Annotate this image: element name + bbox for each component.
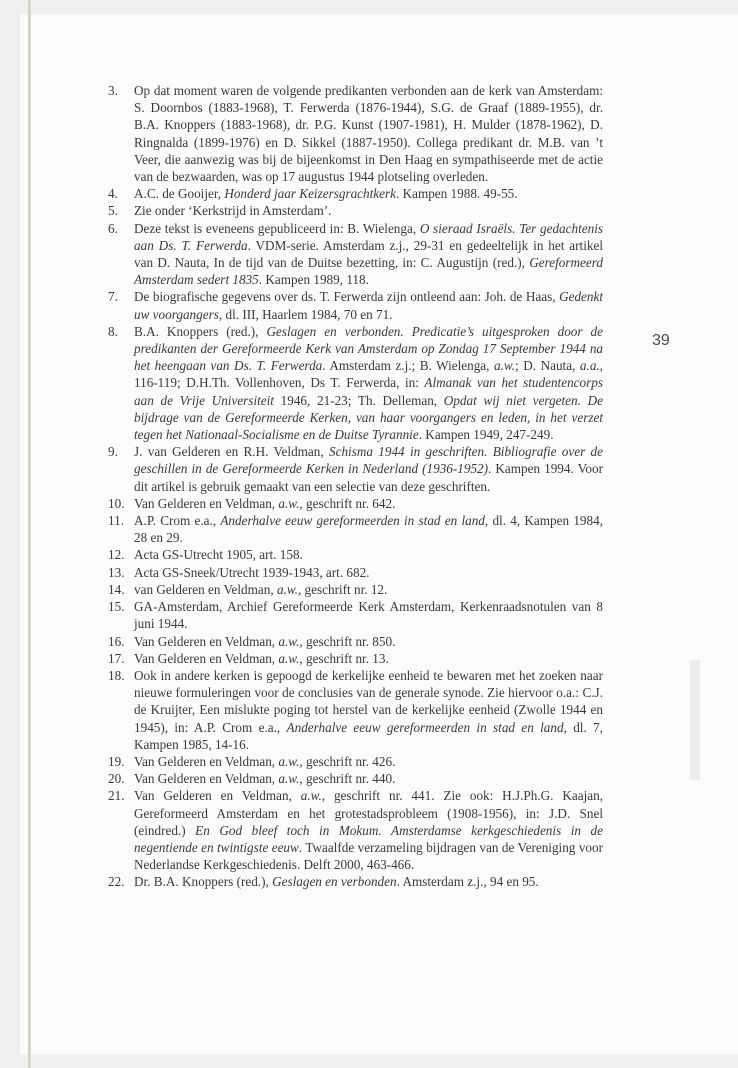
endnote-text-run: . Kampen 1988. 49-55. <box>395 186 518 202</box>
endnote-text-run: A.P. Crom e.a., <box>134 513 221 529</box>
endnote-number: 18. <box>108 667 125 683</box>
endnote-title-italic: a.a. <box>579 358 600 374</box>
endnote-item <box>108 787 603 873</box>
endnote-item <box>108 443 603 495</box>
endnote-text-run: , dl. 4, Kampen 1984, 28 en 29. <box>134 513 603 546</box>
endnote-text <box>134 565 370 580</box>
endnote-item <box>108 873 603 890</box>
endnote-text-run: . Kampen 1949, 247-249. <box>418 427 554 443</box>
endnote-text-run: Van Gelderen en Veldman, <box>134 633 279 649</box>
endnote-text-run: . Amsterdam z.j.; B. Wielenga, <box>322 358 494 374</box>
endnote-title-italic: a.w. <box>278 495 300 511</box>
endnote-text-run: Deze tekst is eveneens gepubliceerd in: B. Wielenga, <box>134 220 420 236</box>
endnote-item <box>108 667 603 753</box>
endnote-number: 6. <box>108 220 118 236</box>
endnote-number: 20. <box>108 771 125 787</box>
endnote-title-italic: Anderhalve eeuw gereformeerden in stad en land <box>286 719 564 735</box>
endnote-text <box>134 599 603 631</box>
endnote-title-italic: Honderd jaar Keizersgrachtkerk <box>224 186 396 202</box>
endnote-number: 22. <box>108 874 125 890</box>
endnote-text-run: Van Gelderen en Veldman, <box>134 771 279 787</box>
endnote-text <box>134 496 395 511</box>
endnote-number: 10. <box>108 495 125 511</box>
endnote-number: 8. <box>108 323 118 339</box>
endnote-title-italic: Geslagen en verbonden. Predicatie’s uitgesproken door de predikanten der Gereformeerde Kerk van Amsterdam op Zondag 17 September 1944 na het heengaan van Ds. T. Ferwerda <box>134 323 603 374</box>
endnote-text <box>134 203 331 218</box>
endnote-text-run: , 116-119; D.H.Th. Vollenhoven, Ds T. Ferwerda, in: <box>134 358 603 391</box>
book-spine-shadow <box>28 0 31 1068</box>
endnote-title-italic: Geslagen en verbonden <box>272 874 397 890</box>
page-number: 39 <box>652 332 670 349</box>
endnote-text <box>134 221 603 288</box>
endnote-title-italic: a.w. <box>494 358 516 374</box>
endnote-text <box>134 83 603 184</box>
endnote-text-run: Van Gelderen en Veldman, <box>134 788 301 804</box>
endnote-text <box>134 788 603 872</box>
endnote-text <box>134 771 395 786</box>
endnote-text-run: , dl. III, Haarlem 1984, 70 en 71. <box>218 306 393 322</box>
endnote-text-run: , geschrift nr. 13. <box>299 650 389 666</box>
endnote-text <box>134 668 603 752</box>
endnote-item <box>108 598 603 632</box>
endnote-text-run: Acta GS-Sneek/Utrecht 1939-1943, art. 682. <box>134 564 370 580</box>
endnote-text <box>134 582 387 597</box>
endnote-text-run: Acta GS-Utrecht 1905, art. 158. <box>134 547 303 563</box>
endnote-number: 19. <box>108 753 125 769</box>
endnote-text-run: Zie onder ‘Kerkstrijd in Amsterdam’. <box>134 203 332 219</box>
endnote-title-italic: a.w. <box>278 633 300 649</box>
endnote-text-run: Van Gelderen en Veldman, <box>134 650 279 666</box>
endnote-text-run: , geschrift nr. 642. <box>299 495 396 511</box>
endnote-text-run: B.A. Knoppers (red.), <box>134 323 267 339</box>
endnote-text <box>134 513 603 545</box>
endnote-number: 21. <box>108 788 125 804</box>
endnote-item <box>108 546 603 563</box>
endnote-text-run: . Amsterdam z.j., 94 en 95. <box>396 874 539 890</box>
endnote-item <box>108 202 603 219</box>
endnote-item <box>108 633 603 650</box>
endnote-title-italic: a.w. <box>276 581 298 597</box>
endnote-item <box>108 220 603 289</box>
endnote-text-run: De biografische gegevens over ds. T. Ferwerda zijn ontleend aan: Joh. de Haas, <box>134 289 560 305</box>
endnote-text-run: J. van Gelderen en R.H. Veldman, <box>134 444 329 460</box>
endnote-number: 17. <box>108 650 125 666</box>
endnote-number: 12. <box>108 547 125 563</box>
endnote-text-run: GA-Amsterdam, Archief Gereformeerde Kerk Amsterdam, Kerkenraadsnotulen van 8 juni 1944. <box>134 599 603 632</box>
endnote-number: 11. <box>108 513 124 529</box>
endnote-item <box>108 753 603 770</box>
endnote-item <box>108 512 603 546</box>
endnote-text <box>134 444 603 493</box>
endnote-text-run: Van Gelderen en Veldman, <box>134 495 279 511</box>
endnote-text <box>134 874 539 889</box>
endnotes-list <box>108 82 603 891</box>
endnote-text-run: ; D. Nauta, <box>515 358 580 374</box>
endnote-text <box>134 634 395 649</box>
endnote-number: 13. <box>108 564 125 580</box>
endnote-item <box>108 650 603 667</box>
endnote-text-run: , geschrift nr. 441. Zie ook: H.J.Ph.G. Kaajan, Gereformeerd Amsterdam en het grotestadsprobleem (1908-1956), in: J.D. Snel (eindred.) <box>134 788 603 838</box>
endnote-number: 16. <box>108 633 125 649</box>
endnote-text-run: Ook in andere kerken is gepoogd de kerkelijke eenheid te bewaren met het zoeken naar nieuwe formuleringen voor de conclusies van de generale synode. Zie hiervoor o.a.: C.J. de Kruijter, Een mislukte poging tot herstel van de kerkelijke eenheid (Zwolle 1944 en 1945), in: A.P. Crom e.a., <box>134 667 603 735</box>
endnote-text-run: , geschrift nr. 426. <box>299 753 396 769</box>
endnote-number: 4. <box>108 186 118 202</box>
endnote-item <box>108 564 603 581</box>
endnote-title-italic: Almanak van het studentencorps aan de Vrije Universiteit <box>134 375 603 408</box>
endnote-text-run: 1946, 21-23; Th. Delleman, <box>273 392 444 408</box>
endnote-number: 14. <box>108 581 125 597</box>
endnote-text <box>134 324 603 442</box>
endnote-number: 9. <box>108 444 118 460</box>
endnote-number: 3. <box>108 83 118 98</box>
endnote-text-run: , geschrift nr. 12. <box>297 581 388 597</box>
endnote-title-italic: Gereformeerd Amsterdam sedert 1835 <box>134 255 603 288</box>
endnote-number: 7. <box>108 289 118 305</box>
endnote-title-italic: O sieraad Israëls. Ter gedachtenis aan Ds. T. Ferwerda <box>134 220 603 253</box>
endnote-item <box>108 770 603 787</box>
endnote-title-italic: a.w. <box>278 771 300 787</box>
endnote-text-run: . Kampen 1994. Voor dit artikel is gebruik gemaakt van een selectie van deze geschriften. <box>134 461 603 494</box>
endnote-item <box>108 82 603 185</box>
endnote-text-run: van Gelderen en Veldman, <box>134 581 277 597</box>
endnote-text <box>134 289 603 321</box>
endnote-text-run: Op dat moment waren de volgende predikanten verbonden aan de kerk van Amsterdam: S. Doornbos (1883-1968), T. Ferwerda (1876-1944), S.G. de Graaf (1889-1955), dr. B.A. Knoppers (1883-1968), dr. P.G. Kunst (1907-1981), H. Mulder (1878-1962), D. Ringnalda (1899-1976) en D. Sikkel (1887-1950). Collega predikant dr. M.B. van ’t Veer, die aanwezig was bij de bijeenkomst in Den Haag en sympathiseerde met de actie van de bezwaarden, was op 17 augustus 1944 plotseling overleden. <box>134 83 603 185</box>
endnote-title-italic: Schisma 1944 in geschriften. Bibliografie over de geschillen in de Gereformeerde Kerken in Nederland (1936-1952) <box>134 444 603 477</box>
endnote-text-run: Van Gelderen en Veldman, <box>134 753 279 769</box>
endnote-text <box>134 186 518 201</box>
endnote-item <box>108 185 603 202</box>
endnote-text-run: . VDM-serie. Amsterdam z.j., 29-31 en gedeeltelijk in het artikel van D. Nauta, In de tijd van de Duitse bezetting, in: C. Augustijn (red.), <box>134 237 603 271</box>
endnote-item <box>108 581 603 598</box>
endnote-text-run: A.C. de Gooijer, <box>134 186 225 202</box>
endnote-text-run: . Kampen 1989, 118. <box>258 272 369 288</box>
endnote-title-italic: a.w. <box>278 753 300 769</box>
endnote-text <box>134 651 389 666</box>
endnote-title-italic: Anderhalve eeuw gereformeerden in stad en land <box>220 513 485 529</box>
endnote-text <box>134 547 303 562</box>
endnote-text-run: , geschrift nr. 440. <box>299 771 396 787</box>
endnote-text-run: , geschrift nr. 850. <box>299 633 396 649</box>
endnote-item <box>108 495 603 512</box>
endnote-title-italic: Opdat wij niet vergeten. De bijdrage van de Gereformeerde Kerken, van haar voorgangers en leden, in het verzet tegen het Nationaal-Socialisme en de Duitse Tyrannie <box>134 392 603 443</box>
endnote-text <box>134 754 395 769</box>
endnote-text-run: . Twaalfde verzameling bijdragen van de Vereniging voor Nederlandse Kerkgeschiedenis. Delft 2000, 463-466. <box>134 839 603 873</box>
bleed-through-mark <box>690 660 700 780</box>
endnote-item <box>108 288 603 322</box>
endnote-title-italic: a.w. <box>300 788 322 804</box>
endnote-number: 5. <box>108 203 118 219</box>
endnote-title-italic: En God bleef toch in Mokum. Amsterdamse kerkgeschiedenis in de negentiende en twintigste eeuw <box>134 822 603 855</box>
endnote-text-run: , dl. 7, Kampen 1985, 14-16. <box>134 719 603 752</box>
endnote-number: 15. <box>108 599 125 615</box>
endnote-title-italic: a.w. <box>278 650 300 666</box>
endnote-item <box>108 323 603 443</box>
endnote-title-italic: Gedenkt uw voorgangers <box>134 289 603 322</box>
endnote-text-run: Dr. B.A. Knoppers (red.), <box>134 874 273 890</box>
